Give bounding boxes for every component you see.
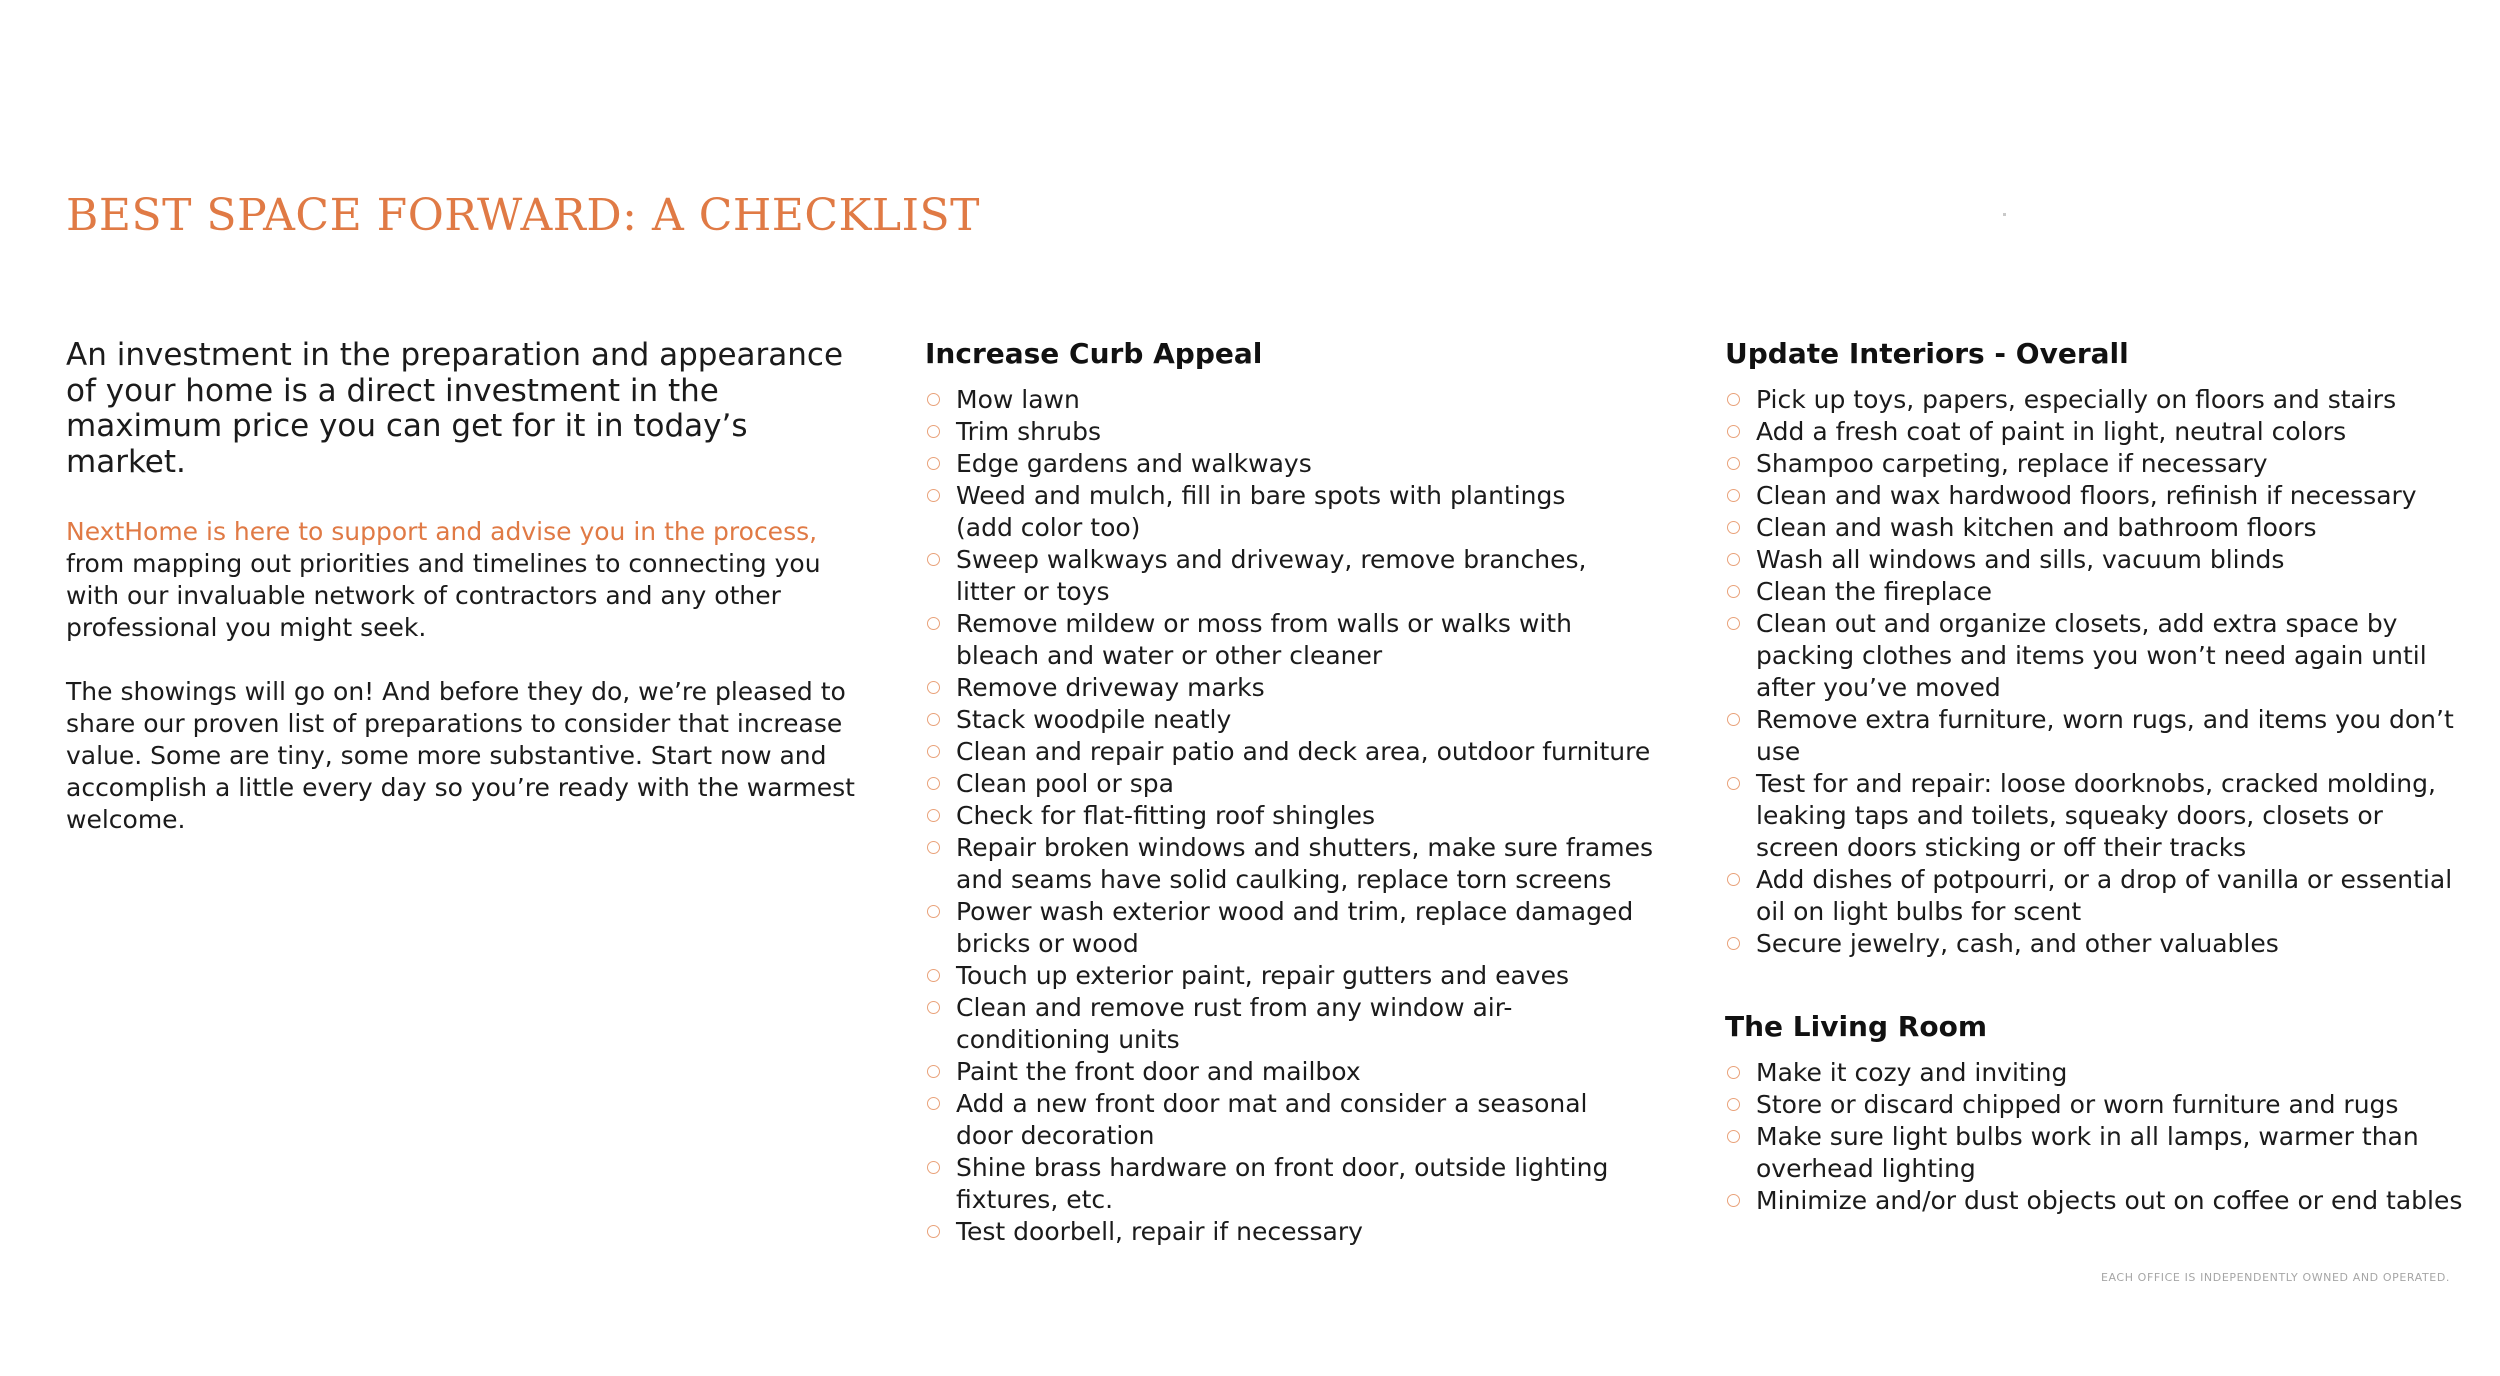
checkbox-circle-icon[interactable] — [927, 777, 940, 790]
checkbox-circle-icon[interactable] — [1727, 585, 1740, 598]
checkbox-circle-icon[interactable] — [927, 969, 940, 982]
checkbox-circle-icon[interactable] — [1727, 457, 1740, 470]
checklist-item-text: Test doorbell, repair if necessary — [956, 1217, 1363, 1246]
checklist-item-text: door decoration — [956, 1121, 1155, 1150]
checklist-item-text: after you’ve moved — [1756, 673, 2001, 702]
checklist-item[interactable] — [925, 960, 1670, 992]
showings-paragraph: The showings will go on! And before they do, we’re pleased to share our proven list of preparations to consider that increase value. Some are tiny, some more substantive. Start now and accomplish a little every day so you’re ready with the warmest welcome. — [66, 677, 855, 834]
checkbox-circle-icon[interactable] — [1727, 521, 1740, 534]
checkbox-circle-icon[interactable] — [1727, 553, 1740, 566]
checkbox-circle-icon[interactable] — [1727, 1130, 1740, 1143]
checkbox-circle-icon[interactable] — [927, 841, 940, 854]
checklist-item-text: Clean the fireplace — [1756, 577, 1992, 606]
checklist-item-text: Trim shrubs — [956, 417, 1102, 446]
checklist-item-text: packing clothes and items you won’t need again until — [1756, 641, 2427, 670]
checkbox-circle-icon[interactable] — [927, 905, 940, 918]
checklist-item-text: Clean and repair patio and deck area, outdoor furniture — [956, 737, 1651, 766]
checklist-item[interactable] — [1725, 1089, 2470, 1121]
checklist-item-text: screen doors sticking or off their tracks — [1756, 833, 2247, 862]
checklist-item[interactable] — [1725, 416, 2470, 448]
checkbox-circle-icon[interactable] — [927, 1097, 940, 1110]
checklist-item[interactable] — [925, 608, 1670, 672]
checklist-item[interactable] — [925, 896, 1670, 960]
living-room-heading: The Living Room — [1725, 1010, 1987, 1043]
curb-appeal-heading: Increase Curb Appeal — [925, 337, 1263, 370]
checklist-item[interactable] — [925, 416, 1670, 448]
checklist-item[interactable] — [925, 736, 1670, 768]
checklist-item[interactable] — [1725, 480, 2470, 512]
checklist-item-text: overhead lighting — [1756, 1154, 1976, 1183]
checklist-item-text: Clean pool or spa — [956, 769, 1174, 798]
checklist-item-text: Sweep walkways and driveway, remove branches, — [956, 545, 1587, 574]
checkbox-circle-icon[interactable] — [1727, 1194, 1740, 1207]
checklist-item[interactable] — [1725, 512, 2470, 544]
checkbox-circle-icon[interactable] — [1727, 873, 1740, 886]
checklist-item[interactable] — [1725, 448, 2470, 480]
checklist-item-text: Make it cozy and inviting — [1756, 1058, 2068, 1087]
checklist-item-text: Test for and repair: loose doorknobs, cracked molding, — [1756, 769, 2436, 798]
checklist-item-text: litter or toys — [956, 577, 1110, 606]
footer-disclaimer: EACH OFFICE IS INDEPENDENTLY OWNED AND OPERATED. — [2100, 1271, 2450, 1284]
checklist-item[interactable] — [925, 992, 1670, 1056]
checkbox-circle-icon[interactable] — [927, 457, 940, 470]
support-paragraph — [66, 516, 856, 644]
checkbox-circle-icon[interactable] — [927, 489, 940, 502]
checklist-item[interactable] — [925, 1216, 1670, 1248]
checklist-item-text: bricks or wood — [956, 929, 1139, 958]
checklist-item-text: and seams have solid caulking, replace torn screens — [956, 865, 1612, 894]
checkbox-circle-icon[interactable] — [927, 713, 940, 726]
checklist-item-text: Clean and wash kitchen and bathroom floors — [1756, 513, 2317, 542]
checkbox-circle-icon[interactable] — [927, 745, 940, 758]
interiors-checklist — [1725, 384, 2470, 960]
checklist-item[interactable] — [925, 384, 1670, 416]
checklist-item-text: Mow lawn — [956, 385, 1080, 414]
checklist-item-text: fixtures, etc. — [956, 1185, 1114, 1214]
checklist-item-text: Shampoo carpeting, replace if necessary — [1756, 449, 2268, 478]
checkbox-circle-icon[interactable] — [1727, 617, 1740, 630]
checklist-item-text: Weed and mulch, fill in bare spots with plantings — [956, 481, 1566, 510]
decorative-dot — [2003, 213, 2006, 216]
checklist-item-text: Pick up toys, papers, especially on floors and stairs — [1756, 385, 2397, 414]
checklist-item[interactable] — [925, 768, 1670, 800]
living-room-checklist — [1725, 1057, 2470, 1217]
checklist-item-text: leaking taps and toilets, squeaky doors, closets or — [1756, 801, 2383, 830]
support-highlight: NextHome is here to support and advise you in the process, — [66, 517, 818, 546]
checklist-item[interactable] — [925, 800, 1670, 832]
checklist-item-text: (add color too) — [956, 513, 1141, 542]
checkbox-circle-icon[interactable] — [927, 1001, 940, 1014]
checklist-item-text: conditioning units — [956, 1025, 1180, 1054]
intro-column — [66, 338, 856, 868]
checkbox-circle-icon[interactable] — [1727, 1098, 1740, 1111]
checklist-item[interactable] — [925, 832, 1670, 896]
curb-appeal-checklist — [925, 384, 1670, 1248]
checklist-item-text: Paint the front door and mailbox — [956, 1057, 1361, 1086]
checkbox-circle-icon[interactable] — [927, 393, 940, 406]
checklist-item-text: Shine brass hardware on front door, outside lighting — [956, 1153, 1609, 1182]
checklist-item-text: Store or discard chipped or worn furniture and rugs — [1756, 1090, 2399, 1119]
interiors-heading: Update Interiors - Overall — [1725, 337, 2129, 370]
checklist-item[interactable] — [925, 672, 1670, 704]
checklist-item[interactable] — [925, 1056, 1670, 1088]
checkbox-circle-icon[interactable] — [927, 1065, 940, 1078]
checklist-item-text: Wash all windows and sills, vacuum blinds — [1756, 545, 2285, 574]
checklist-item[interactable] — [1725, 864, 2470, 928]
checklist-item-text: Power wash exterior wood and trim, replace damaged — [956, 897, 1634, 926]
checklist-item[interactable] — [1725, 608, 2470, 704]
checkbox-circle-icon[interactable] — [1727, 393, 1740, 406]
checklist-item-text: Clean and wax hardwood floors, refinish if necessary — [1756, 481, 2417, 510]
checklist-item-text: Touch up exterior paint, repair gutters and eaves — [956, 961, 1570, 990]
checklist-item[interactable] — [1725, 768, 2470, 864]
checkbox-circle-icon[interactable] — [927, 617, 940, 630]
checklist-item-text: Clean and remove rust from any window air- — [956, 993, 1513, 1022]
checkbox-circle-icon[interactable] — [927, 1161, 940, 1174]
checkbox-circle-icon[interactable] — [1727, 489, 1740, 502]
checklist-item[interactable] — [925, 1152, 1670, 1216]
checklist-item-text: bleach and water or other cleaner — [956, 641, 1383, 670]
checklist-item[interactable] — [925, 704, 1670, 736]
checkbox-circle-icon[interactable] — [927, 1225, 940, 1238]
checklist-item[interactable] — [1725, 576, 2470, 608]
checklist-item[interactable] — [925, 448, 1670, 480]
checklist-item[interactable] — [1725, 928, 2470, 960]
intro-lead: An investment in the preparation and appearance of your home is a direct investment in the maximum price you can get for it in today’s market. — [66, 337, 844, 480]
checklist-item-text: oil on light bulbs for scent — [1756, 897, 2082, 926]
checkbox-circle-icon[interactable] — [1727, 937, 1740, 950]
checkbox-circle-icon[interactable] — [927, 553, 940, 566]
checklist-item-text: Clean out and organize closets, add extra space by — [1756, 609, 2398, 638]
checklist-item[interactable] — [925, 1088, 1670, 1152]
checklist-item[interactable] — [1725, 544, 2470, 576]
checkbox-circle-icon[interactable] — [1727, 777, 1740, 790]
page-title: BEST SPACE FORWARD: A CHECKLIST — [66, 190, 981, 241]
checklist-item-text: Edge gardens and walkways — [956, 449, 1312, 478]
checklist-item[interactable] — [925, 480, 1670, 544]
checklist-item-text: Check for flat-fitting roof shingles — [956, 801, 1375, 830]
checklist-item-text: Add a fresh coat of paint in light, neutral colors — [1756, 417, 2347, 446]
checklist-item-text: Add a new front door mat and consider a seasonal — [956, 1089, 1588, 1118]
checkbox-circle-icon[interactable] — [927, 425, 940, 438]
checkbox-circle-icon[interactable] — [1727, 713, 1740, 726]
checklist-item-text: Stack woodpile neatly — [956, 705, 1232, 734]
checklist-item-text: Make sure light bulbs work in all lamps, warmer than — [1756, 1122, 2419, 1151]
checklist-item[interactable] — [1725, 1185, 2470, 1217]
checklist-item[interactable] — [1725, 1121, 2470, 1185]
checklist-item[interactable] — [1725, 704, 2470, 768]
checklist-item-text: Repair broken windows and shutters, make sure frames — [956, 833, 1654, 862]
checkbox-circle-icon[interactable] — [927, 809, 940, 822]
checklist-item-text: Remove driveway marks — [956, 673, 1265, 702]
checkbox-circle-icon[interactable] — [1727, 1066, 1740, 1079]
checklist-item[interactable] — [1725, 384, 2470, 416]
support-text: from mapping out priorities and timelines to connecting you with our invaluable network of contractors and any other professional you might seek. — [66, 549, 821, 642]
interiors-column — [1725, 336, 2470, 1217]
checkbox-circle-icon[interactable] — [1727, 425, 1740, 438]
checklist-item[interactable] — [1725, 1057, 2470, 1089]
checklist-item-text: Remove extra furniture, worn rugs, and items you don’t use — [1756, 705, 2454, 766]
checklist-item[interactable] — [925, 544, 1670, 608]
checklist-item-text: Add dishes of potpourri, or a drop of vanilla or essential — [1756, 865, 2453, 894]
checklist-item-text: Minimize and/or dust objects out on coffee or end tables — [1756, 1186, 2463, 1215]
curb-appeal-column — [925, 336, 1670, 1248]
checklist-item-text: Remove mildew or moss from walls or walks with — [956, 609, 1572, 638]
checklist-item-text: Secure jewelry, cash, and other valuables — [1756, 929, 2279, 958]
checkbox-circle-icon[interactable] — [927, 681, 940, 694]
